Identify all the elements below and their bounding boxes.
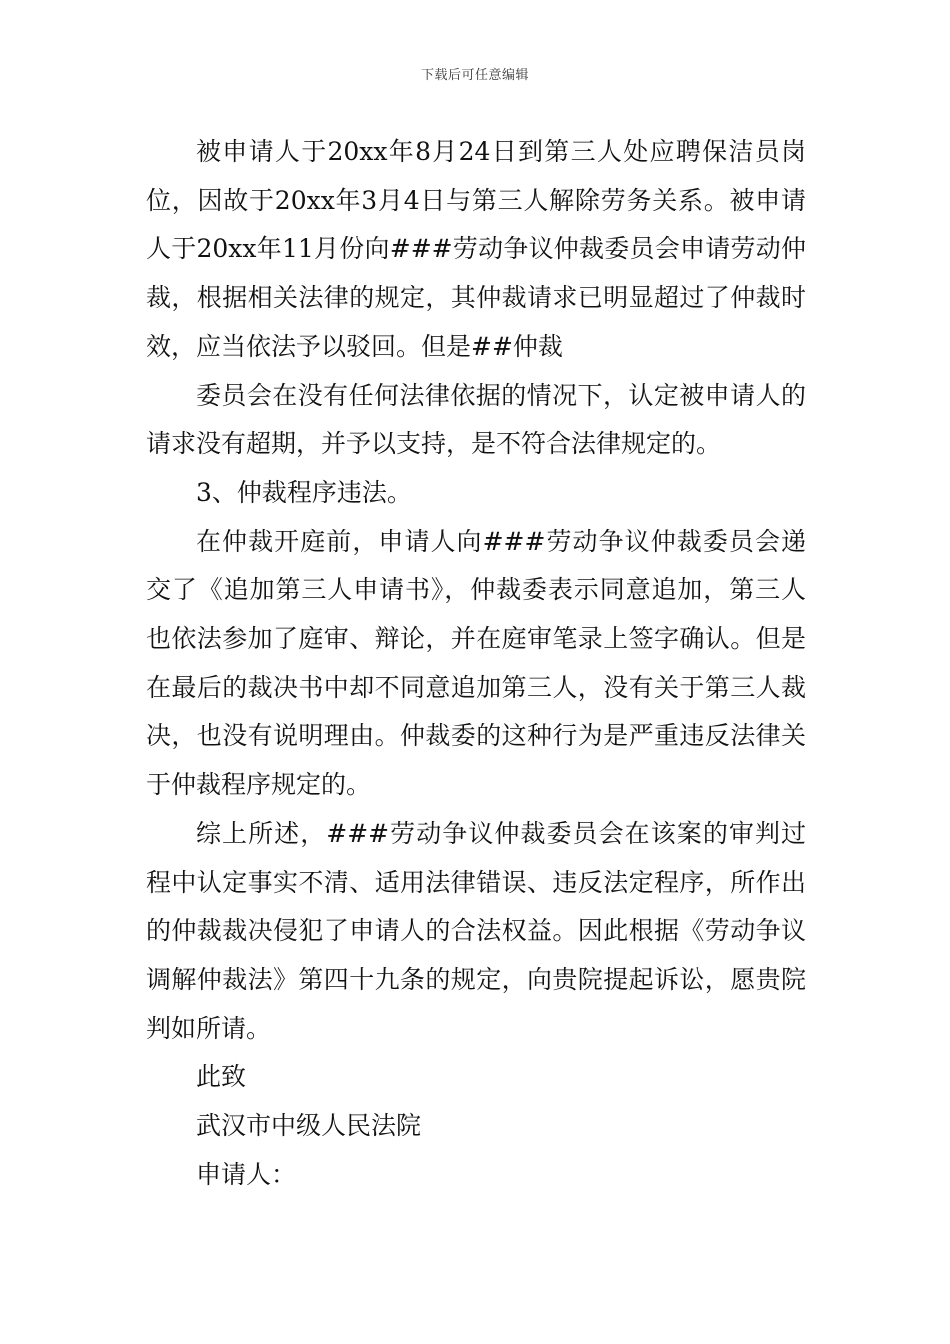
recipient-court: 武汉市中级人民法院 — [196, 1111, 422, 1141]
document-body — [146, 128, 806, 1199]
paragraph-third-party: 在仲裁开庭前，申请人向###劳动争议仲裁委员会递交了《追加第三人申请书》，仲裁委表示同意追加，第三人也依法参加了庭审、辩论，并在庭审笔录上签字确认。但是在最后的裁决书中却不同意追加第三人，没有关于第三人裁决，也没有说明理由。仲裁委的这种行为是严重违反法律关于仲裁程序规定的。 — [146, 526, 806, 800]
header-note: 下载后可任意编辑 — [420, 68, 529, 83]
applicant-signature-label: 申请人： — [196, 1159, 297, 1189]
paragraph-commission-support: 委员会在没有任何法律依据的情况下，认定被申请人的请求没有超期，并予以支持，是不符合法律规定的。 — [146, 380, 806, 459]
paragraph-conclusion: 综上所述，###劳动争议仲裁委员会在该案的审判过程中认定事实不清、适用法律错误、违反法定程序，所作出的仲裁裁决侵犯了申请人的合法权益。因此根据《劳动争议调解仲裁法》第四十九条的规定，向贵院提起诉讼，愿贵院判如所请。 — [146, 818, 806, 1043]
paragraph-procedure-heading: 3、仲裁程序违法。 — [196, 477, 412, 507]
closing-salutation: 此致 — [196, 1062, 247, 1092]
paragraph-time-limit: 被申请人于20xx年8月24日到第三人处应聘保洁员岗位，因故于20xx年3月4日与第三人解除劳务关系。被申请人于20xx年11月份向###劳动争议仲裁委员会申请劳动仲裁，根据相关法律的规定，其仲裁请求已明显超过了仲裁时效，应当依法予以驳回。但是##仲裁 — [146, 137, 806, 361]
